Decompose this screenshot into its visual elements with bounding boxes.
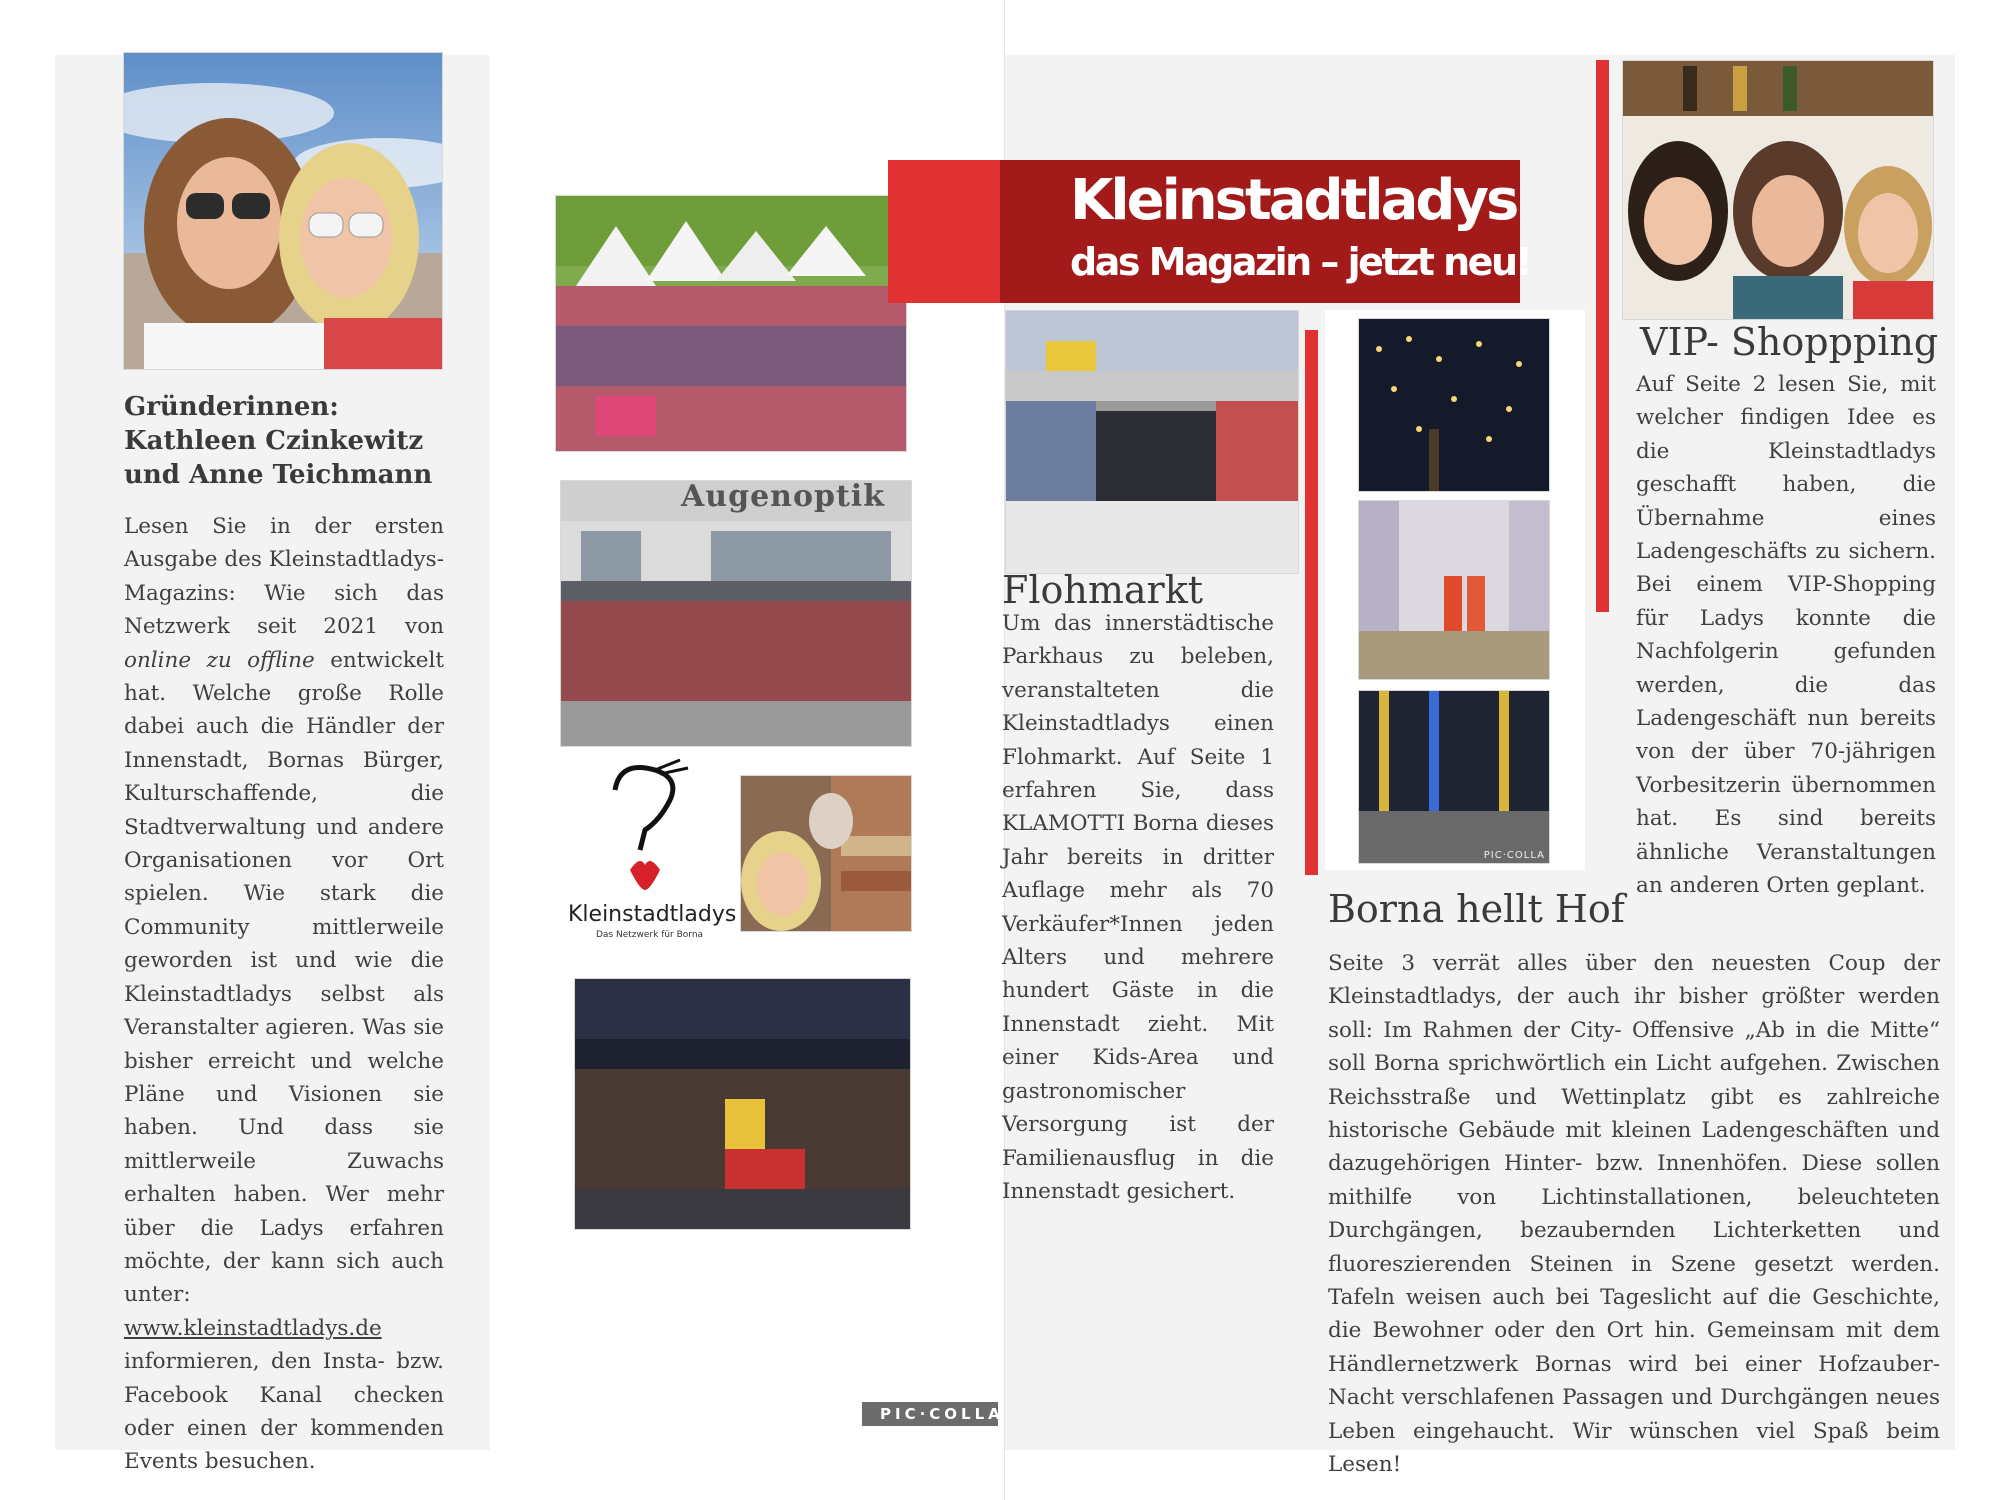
masthead-accent bbox=[888, 160, 1000, 303]
vip-text: Auf Seite 2 lesen Sie, mit welcher findigen Idee es die Kleinstadtladys geschafft haben, die Übernahme eines Ladengeschäfts zu sichern. Bei einem VIP-Shopping für Ladys konnte die Nachfolgerin gefunden werden, die das Ladengeschäft nun bereits von der über 70-jährigen Vorbesitzerin übernommen hat. Es sind bereits ähnliche Veranstaltungen an anderen Orten geplant. bbox=[1636, 372, 1936, 899]
founders-selfie-photo bbox=[123, 52, 443, 370]
red-accent-bar-vip bbox=[1596, 60, 1609, 612]
bookshop-selfie-photo bbox=[740, 775, 912, 932]
colonnade-night-photo bbox=[1358, 690, 1550, 864]
festival-crowd-photo bbox=[555, 195, 907, 452]
founders-line-3: und Anne Teichmann bbox=[124, 460, 433, 490]
founders-line-2: Kathleen Czinkewitz bbox=[124, 426, 424, 456]
logo-name: Kleinstadtladys bbox=[568, 902, 737, 927]
courtyard-photo bbox=[1358, 500, 1550, 680]
storefront-group-photo bbox=[560, 480, 912, 747]
logo-card bbox=[560, 750, 737, 940]
masthead-subtitle: das Magazin – jetzt neu! bbox=[1070, 240, 1531, 284]
intro-text bbox=[124, 510, 444, 1479]
small-collage-watermark: PIC·COLLA bbox=[1483, 850, 1545, 861]
founders-heading bbox=[124, 390, 444, 492]
founders-line-1: Gründerinnen: bbox=[124, 392, 339, 422]
vip-shopping-group-photo bbox=[1622, 60, 1934, 320]
storefront-sign-text: Augenoptik bbox=[681, 480, 885, 514]
red-accent-bar-flohmarkt bbox=[1305, 330, 1318, 875]
intro-text-part-1: Lesen Sie in der ersten Ausgabe des Kleinstadtladys-Magazins: Wie sich das Netzwerk seit 2021 von bbox=[124, 514, 444, 640]
logo-tagline: Das Netzwerk für Borna bbox=[596, 930, 704, 940]
collage-watermark: PIC·COLLA bbox=[862, 1402, 998, 1426]
flohmarkt-text: Um das innerstädtische Parkhaus zu beleben, veranstalteten die Kleinstadtladys einen Flohmarkt. Auf Seite 1 erfahren Sie, dass KLAMOTTI Borna dieses Jahr bereits in dritter Auflage mehr als 70 Verkäufer*Innen jeden Alters und mehrere hundert Gäste in die Innenstadt zieht. Mit einer Kids-Area und gastronomischer Versorgung ist der Familienausflug in die Innenstadt gesichert. bbox=[1002, 611, 1274, 1204]
borna-text: Seite 3 verrät alles über den neuesten Coup der Kleinstadtladys, der auch ihr bisher größter werden soll: Im Rahmen der City- Offensive „Ab in die Mitte“ soll Borna sprichwörtlich ein Licht aufgehen. Zwischen Reichsstraße und Wettinplatz gibt es zahlreiche historische Gebäude mit kleinen Ladengeschäften und dazugehörigen Hinter- bzw. Innenhöfen. Diese sollen mithilfe von Lichtinstallationen, beleuchteten Durchgängen, bezaubernden Lichterketten und fluoreszierenden Steinen in Szene gesetzt werden. Tafeln weisen auch bei Tageslicht auf die Geschichte, die Bewohner oder den Ort hin. Gemeinsam mit dem Händlernetzwerk Bornas wird bei einer Hofzauber-Nacht verschlafenen Passagen und Durchgängen neues Leben eingehaucht. Wir wünschen viel Spaß beim Lesen! bbox=[1328, 951, 1940, 1478]
website-link[interactable]: www.kleinstadtladys.de bbox=[124, 1315, 382, 1341]
intro-text-part-3: informieren, den Insta- bzw. Facebook Kanal checken oder einen der kommenden Events besuchen. bbox=[124, 1349, 444, 1475]
vip-heading: VIP- Shoppping bbox=[1640, 320, 1939, 364]
flohmarkt-heading: Flohmarkt bbox=[1002, 568, 1204, 612]
borna-heading: Borna hellt Hof bbox=[1328, 887, 1625, 931]
masthead-title: Kleinstadtladys bbox=[1070, 168, 1517, 233]
flea-market-photo bbox=[1005, 310, 1299, 574]
night-event-group-photo bbox=[574, 978, 911, 1230]
intro-emphasis: online zu offline bbox=[124, 647, 315, 673]
intro-text-part-2: entwickelt hat. Welche große Rolle dabei auch die Händler der Innenstadt, Bornas Bürger, Kulturschaffende, die Stadtverwaltung und andere Organisationen vor Ort spielen. Wie stark die Community mittlerweile geworden ist und wie die Kleinstadtladys selbst als Veranstalter agieren. Was sie bisher erreicht und welche Pläne und Visionen sie haben. Und dass sie mittlerweile Zuwachs erhalten haben. Wer mehr über die Ladys erfahren möchte, der kann sich auch unter: bbox=[124, 647, 445, 1308]
string-lights-photo bbox=[1358, 318, 1550, 492]
